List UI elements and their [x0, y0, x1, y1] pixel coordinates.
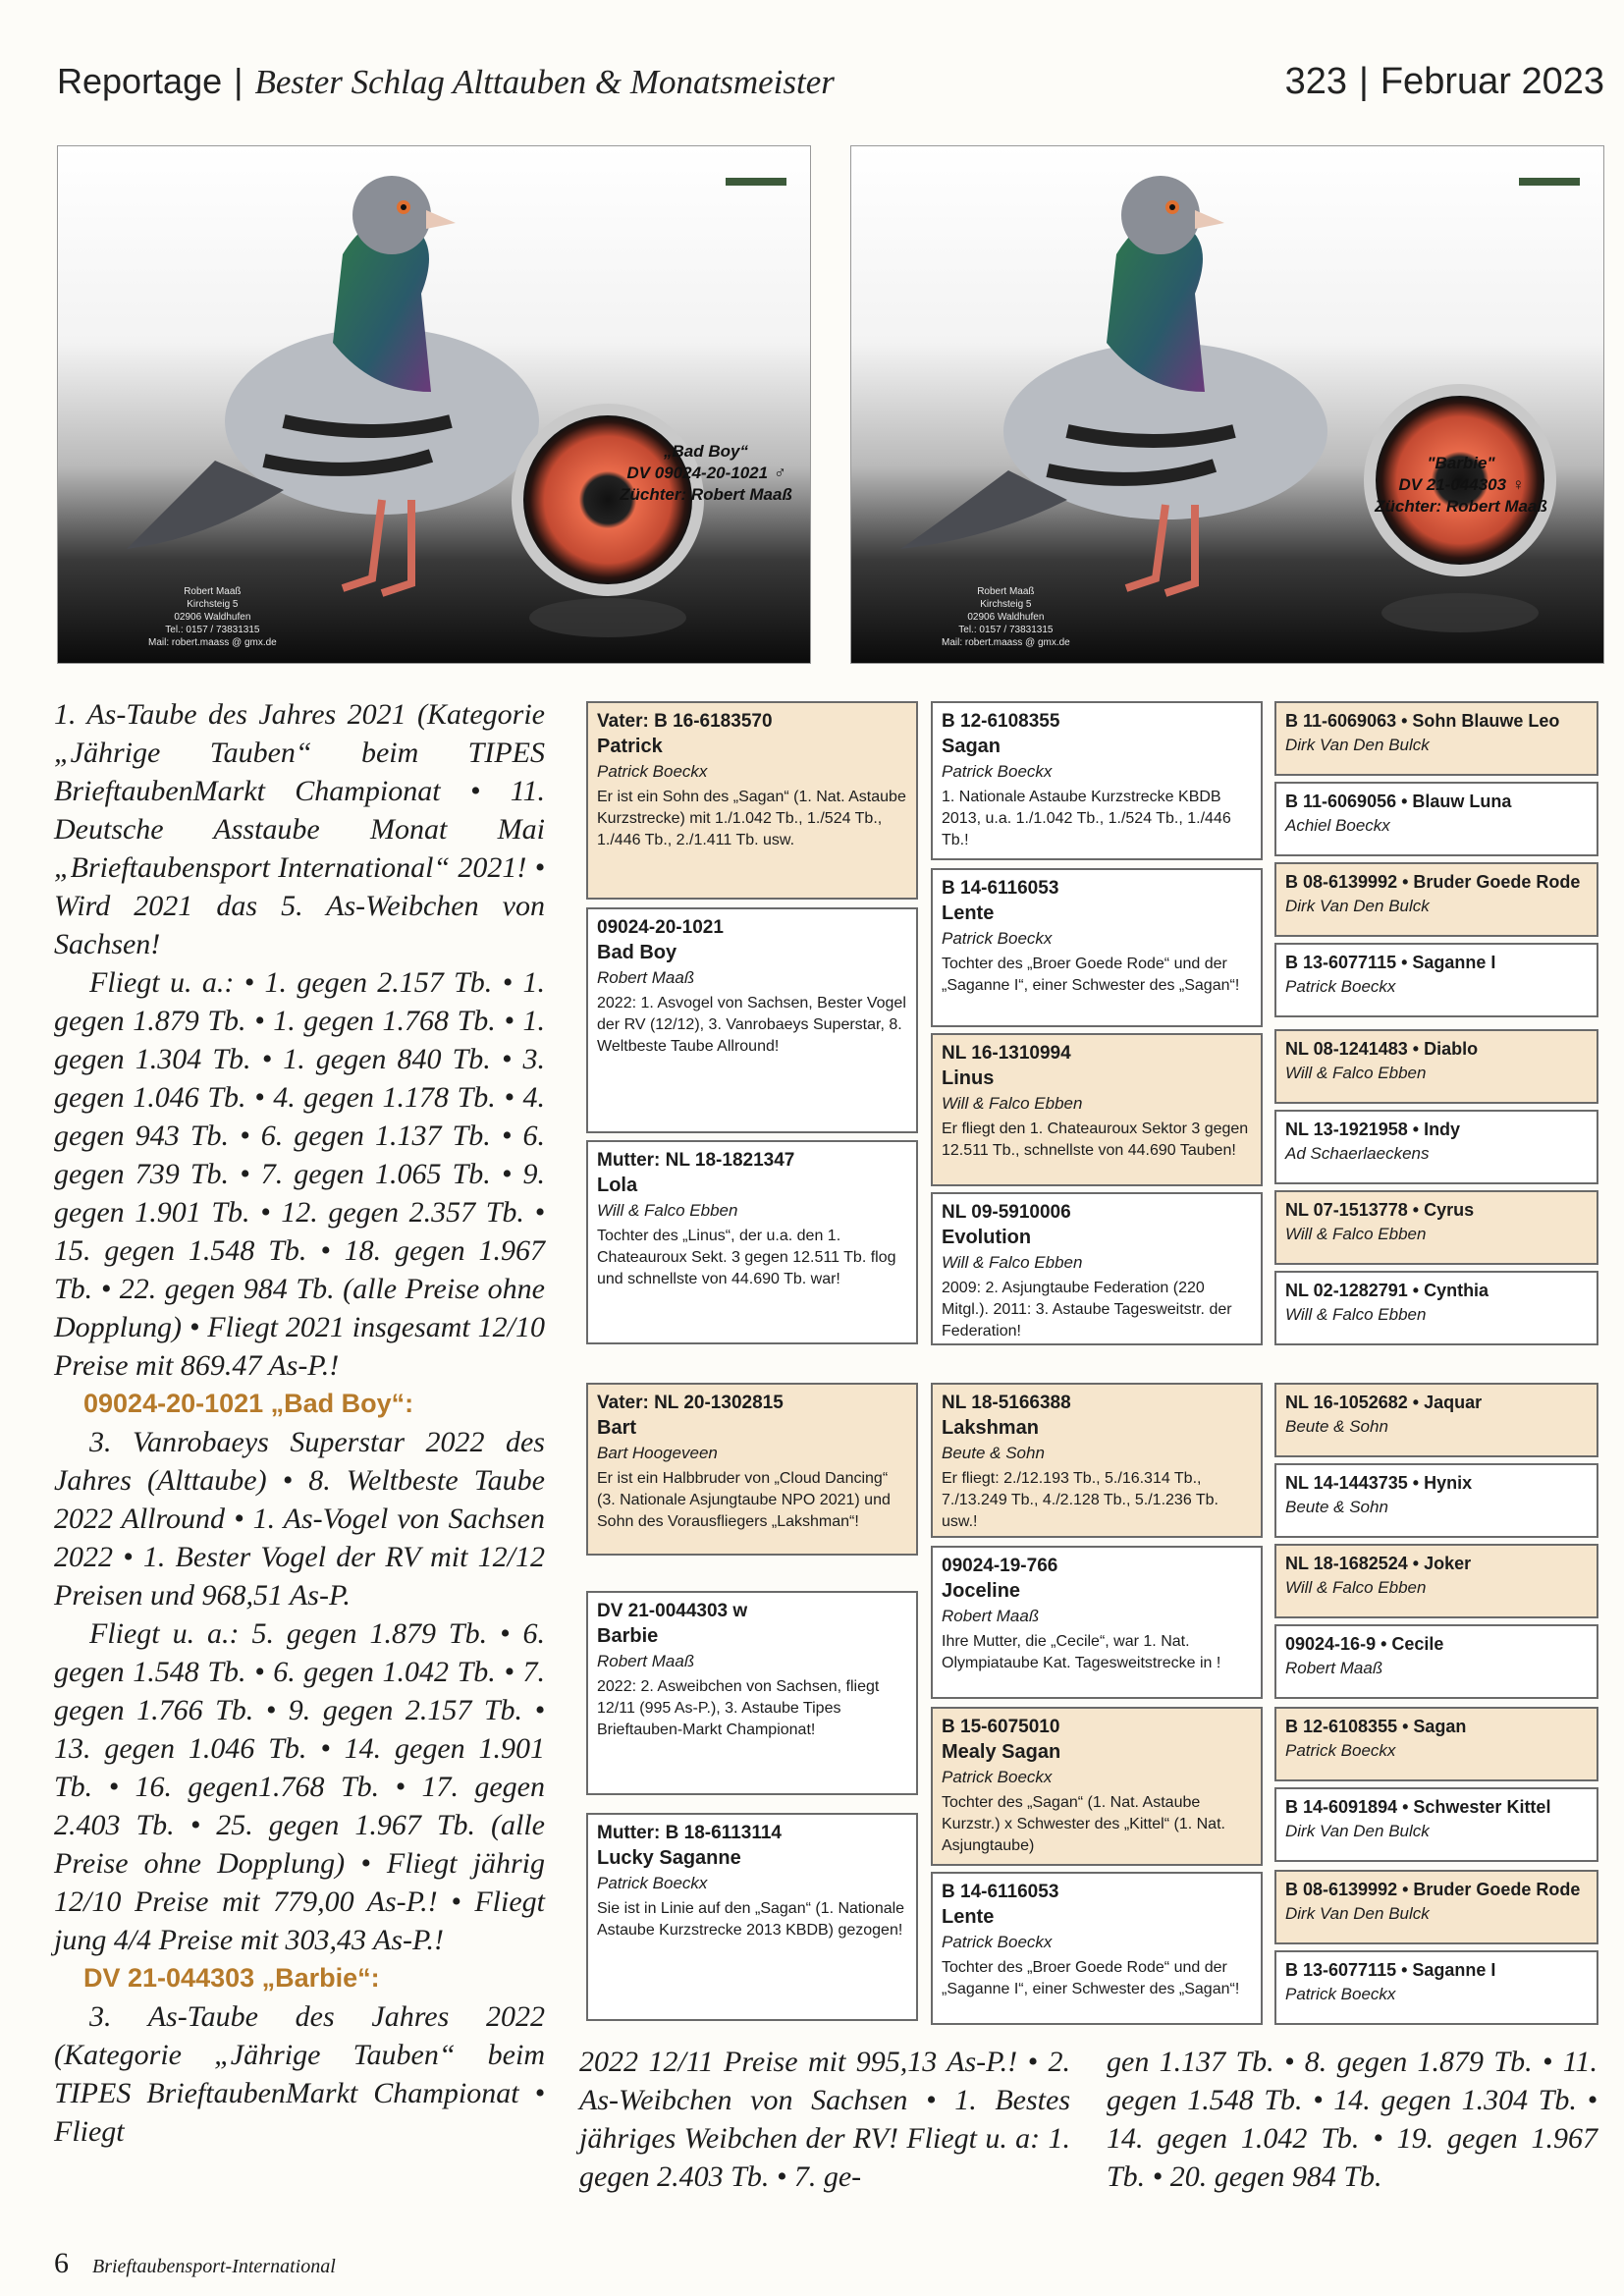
ring-number: DV 21-044303 — [1398, 475, 1507, 494]
article-text-left — [54, 695, 545, 2151]
paragraph: 2022 12/11 Preise mit 995,13 As-P.! • 2. As-Weibchen von Sachsen • 1. Bestes jähriges Weibchen der RV! Fliegt u. a: 1. gegen 2.403 Tb. • 7. ge- — [579, 2046, 1070, 2193]
section-label: Reportage — [57, 61, 223, 101]
page-number: 6 — [54, 2247, 69, 2279]
pedigree-ggp: NL 02-1282791 • Cynthia Will & Falco Ebben — [1274, 1271, 1598, 1345]
pedigree-ggp: NL 08-1241483 • Diablo Will & Falco Ebben — [1274, 1029, 1598, 1104]
pedigree-subject-bad-boy: 09024-20-1021 Bad Boy Robert Maaß 2022: 1. Asvogel von Sachsen, Bester Vogel der RV (12/12), 3. Vanrobaeys Superstar, 8. Weltbeste Taube Allround! — [586, 907, 918, 1133]
pedigree-sire-bart: Vater: NL 20-1302815 Bart Bart Hoogeveen Er ist ein Halbbruder von „Cloud Dancing“ (3. Nationale Asjungtaube NPO 2021) und Sohn des Vorausfliegers „Lakshman“! — [586, 1383, 918, 1556]
pedigree-ggp: B 13-6077115 • Saganne I Patrick Boeckx — [1274, 943, 1598, 1017]
pedigree-ggp: NL 18-1682524 • Joker Will & Falco Ebben — [1274, 1544, 1598, 1618]
breeder-address: Robert Maaß Kirchsteig 5 02906 Waldhufen Tel.: 0157 / 73831315 Mail: robert.maass @ gmx.de — [942, 586, 1070, 648]
female-icon: ♀ — [1510, 475, 1524, 494]
magazine-name: Brieftaubensport-International — [92, 2256, 336, 2277]
pedigree-ggp: B 13-6077115 • Saganne I Patrick Boeckx — [1274, 1950, 1598, 2025]
pedigree-ggp: B 11-6069056 • Blauw Luna Achiel Boeckx — [1274, 782, 1598, 856]
brand-logo — [726, 178, 786, 186]
pedigree-ggp: B 14-6091894 • Schwester Kittel Dirk Van Den Bulck — [1274, 1787, 1598, 1862]
page-header-right: 323 | Februar 2023 — [1284, 61, 1604, 102]
issue-date: Februar 2023 — [1380, 61, 1604, 102]
pedigree-gp-lente: B 14-6116053 Lente Patrick Boeckx Tochter des „Broer Goede Rode“ und der „Saganne I“, einer Schwester des „Sagan“! — [931, 868, 1263, 1027]
pedigree-ggp: B 08-6139992 • Bruder Goede Rode Dirk Van Den Bulck — [1274, 862, 1598, 937]
pedigree-ggp: NL 14-1443735 • Hynix Beute & Sohn — [1274, 1463, 1598, 1538]
pedigree-gp-lente: B 14-6116053 Lente Patrick Boeckx Tochter des „Broer Goede Rode“ und der „Saganne I“, einer Schwester des „Sagan“! — [931, 1872, 1263, 2025]
male-icon: ♂ — [772, 464, 785, 482]
photo-bad-boy — [57, 145, 811, 664]
pedigree-dam-lola: Mutter: NL 18-1821347 Lola Will & Falco Ebben Tochter des „Linus“, der u.a. den 1. Chateauroux Sekt. 3 gegen 12.511 Tb. flog und schnellste von 44.690 Tb. war! — [586, 1140, 918, 1344]
issue-number: 323 — [1284, 61, 1347, 102]
pedigree-gp-sagan: B 12-6108355 Sagan Patrick Boeckx 1. Nationale Astaube Kurzstrecke KBDB 2013, u.a. 1./1.042 Tb., 1./524 Tb., 1./446 Tb.! — [931, 701, 1263, 860]
pedigree-ggp: B 12-6108355 • Sagan Patrick Boeckx — [1274, 1707, 1598, 1781]
pedigree-dam-lucky-saganne: Mutter: B 18-6113114 Lucky Saganne Patrick Boeckx Sie ist in Linie auf den „Sagan“ (1. Nationale Astaube Kurzstrecke 2013 KBDB) gezogen! — [586, 1813, 918, 2021]
pedigree-gp-lakshman: NL 18-5166388 Lakshman Beute & Sohn Er fliegt: 2./12.193 Tb., 5./16.314 Tb., 7./13.249 Tb., 4./2.128 Tb., 5./1.236 Tb. usw.! — [931, 1383, 1263, 1538]
paragraph: Fliegt u. a.: • 1. gegen 2.157 Tb. • 1. gegen 1.879 Tb. • 1. gegen 1.768 Tb. • 1. gegen 1.304 Tb. • 1. gegen 840 Tb. • 3. gegen 1.046 Tb. • 4. gegen 1.178 Tb. • 4. gegen 943 Tb. • 6. gegen 1.137 Tb. • 6. gegen 739 Tb. • 7. gegen 1.065 Tb. • 9. gegen 1.901 Tb. • 12. gegen 2.357 Tb. • 15. gegen 1.548 Tb. • 18. gegen 1.967 Tb. • 22. gegen 984 Tb. (alle Preise ohne Dopplung) • Fliegt 2021 insgesamt 12/10 Preise mit 869.47 As-P.! — [54, 966, 545, 1382]
brand-logo — [1519, 178, 1580, 186]
pedigree-ggp: 09024-16-9 • Cecile Robert Maaß — [1274, 1624, 1598, 1699]
article-subtitle: Bester Schlag Alttauben & Monatsmeister — [254, 63, 835, 101]
pedigree-gp-linus: NL 16-1310994 Linus Will & Falco Ebben Er fliegt den 1. Chateauroux Sektor 3 gegen 12.511 Tb., schnellste von 44.690 Tauben! — [931, 1033, 1263, 1186]
breeder-label: Züchter: Robert Maaß — [1375, 497, 1547, 516]
pedigree-ggp: NL 16-1052682 • Jaquar Beute & Sohn — [1274, 1383, 1598, 1457]
pigeon-name: „Bad Boy“ — [664, 442, 748, 461]
pedigree-ggp: NL 07-1513778 • Cyrus Will & Falco Ebben — [1274, 1190, 1598, 1265]
article-text-middle — [579, 2043, 1070, 2196]
paragraph: gen 1.137 Tb. • 8. gegen 1.879 Tb. • 11. gegen 1.548 Tb. • 14. gegen 1.304 Tb. • 14. gegen 1.042 Tb. • 19. gegen 1.967 Tb. • 20. gegen 984 Tb. — [1107, 2046, 1597, 2193]
pedigree-subject-barbie: DV 21-0044303 w Barbie Robert Maaß 2022: 2. Asweibchen von Sachsen, fliegt 12/11 (995 As-P.), 3. Astaube Tipes Brieftauben-Markt Championat! — [586, 1591, 918, 1795]
pedigree-ggp: NL 13-1921958 • Indy Ad Schaerlaeckens — [1274, 1110, 1598, 1184]
paragraph: 3. As-Taube des Jahres 2022 (Kategorie „Jährige Tauben“ beim TIPES BrieftaubenMarkt Championat • Fliegt — [54, 2000, 545, 2148]
ring-number: DV 09024-20-1021 — [626, 464, 769, 482]
subheading-barbie: DV 21-044303 „Barbie“: — [83, 1963, 380, 1993]
page-header-left: Reportage | Bester Schlag Alttauben & Monatsmeister — [57, 61, 835, 101]
breeder-label: Züchter: Robert Maaß — [620, 485, 792, 504]
subheading-bad-boy: 09024-20-1021 „Bad Boy“: — [83, 1389, 414, 1418]
paragraph: Fliegt u. a.: 5. gegen 1.879 Tb. • 6. gegen 1.548 Tb. • 6. gegen 1.042 Tb. • 7. gegen 1.766 Tb. • 9. gegen 2.157 Tb. • 13. gegen 1.046 Tb. • 14. gegen 1.901 Tb. • 16. gegen1.768 Tb. • 17. gegen 2.403 Tb. • 25. gegen 1.967 Tb. (alle Preise ohne Dopplung) • Fliegt jährig 12/10 Preise mit 779,00 As-P.! • Fliegt jung 4/4 Preise mit 303,43 As-P.! — [54, 1617, 545, 1956]
page-footer — [54, 2247, 336, 2280]
photo-caption — [608, 441, 804, 506]
pedigree-ggp: B 08-6139992 • Bruder Goede Rode Dirk Van Den Bulck — [1274, 1870, 1598, 1944]
pedigree-gp-mealy-sagan: B 15-6075010 Mealy Sagan Patrick Boeckx Tochter des „Sagan“ (1. Nat. Astaube Kurzstr.) x Schwester des „Kittel“ (1. Nat. Asjungtaube) — [931, 1707, 1263, 1866]
pedigree-gp-evolution: NL 09-5910006 Evolution Will & Falco Ebben 2009: 2. Asjungtaube Federation (220 Mitgl.). 2011: 3. Astaube Tagesweitstr. der Federation! — [931, 1192, 1263, 1345]
pedigree-ggp: B 11-6069063 • Sohn Blauwe Leo Dirk Van Den Bulck — [1274, 701, 1598, 776]
pigeon-name: "Barbie" — [1427, 454, 1495, 472]
pedigree-sire-patrick: Vater: B 16-6183570 Patrick Patrick Boeckx Er ist ein Sohn des „Sagan“ (1. Nat. Astaube Kurzstrecke) mit 1./1.042 Tb., 1./524 Tb., 1./446 Tb., 2./1.411 Tb. usw. — [586, 701, 918, 900]
paragraph: 1. As-Taube des Jahres 2021 (Kategorie „Jährige Tauben“ beim TIPES BrieftaubenMarkt Championat • 11. Deutsche Asstaube Monat Mai „Brieftaubensport International“ 2021! • Wird 2021 das 5. As-Weibchen von Sachsen! — [54, 698, 545, 960]
photo-barbie — [850, 145, 1604, 664]
photo-caption — [1338, 453, 1584, 518]
paragraph: 3. Vanrobaeys Superstar 2022 des Jahres (Alttaube) • 8. Weltbeste Taube 2022 Allround • 1. As-Vogel von Sachsen 2022 • 1. Bester Vogel der RV mit 12/12 Preisen und 968,51 As-P. — [54, 1426, 545, 1612]
article-text-right — [1107, 2043, 1597, 2196]
pedigree-gp-joceline: 09024-19-766 Joceline Robert Maaß Ihre Mutter, die „Cecile“, war 1. Nat. Olympiataube Kat. Tagesweitstrecke in ! — [931, 1546, 1263, 1699]
breeder-address: Robert Maaß Kirchsteig 5 02906 Waldhufen Tel.: 0157 / 73831315 Mail: robert.maass @ gmx.de — [148, 586, 277, 648]
